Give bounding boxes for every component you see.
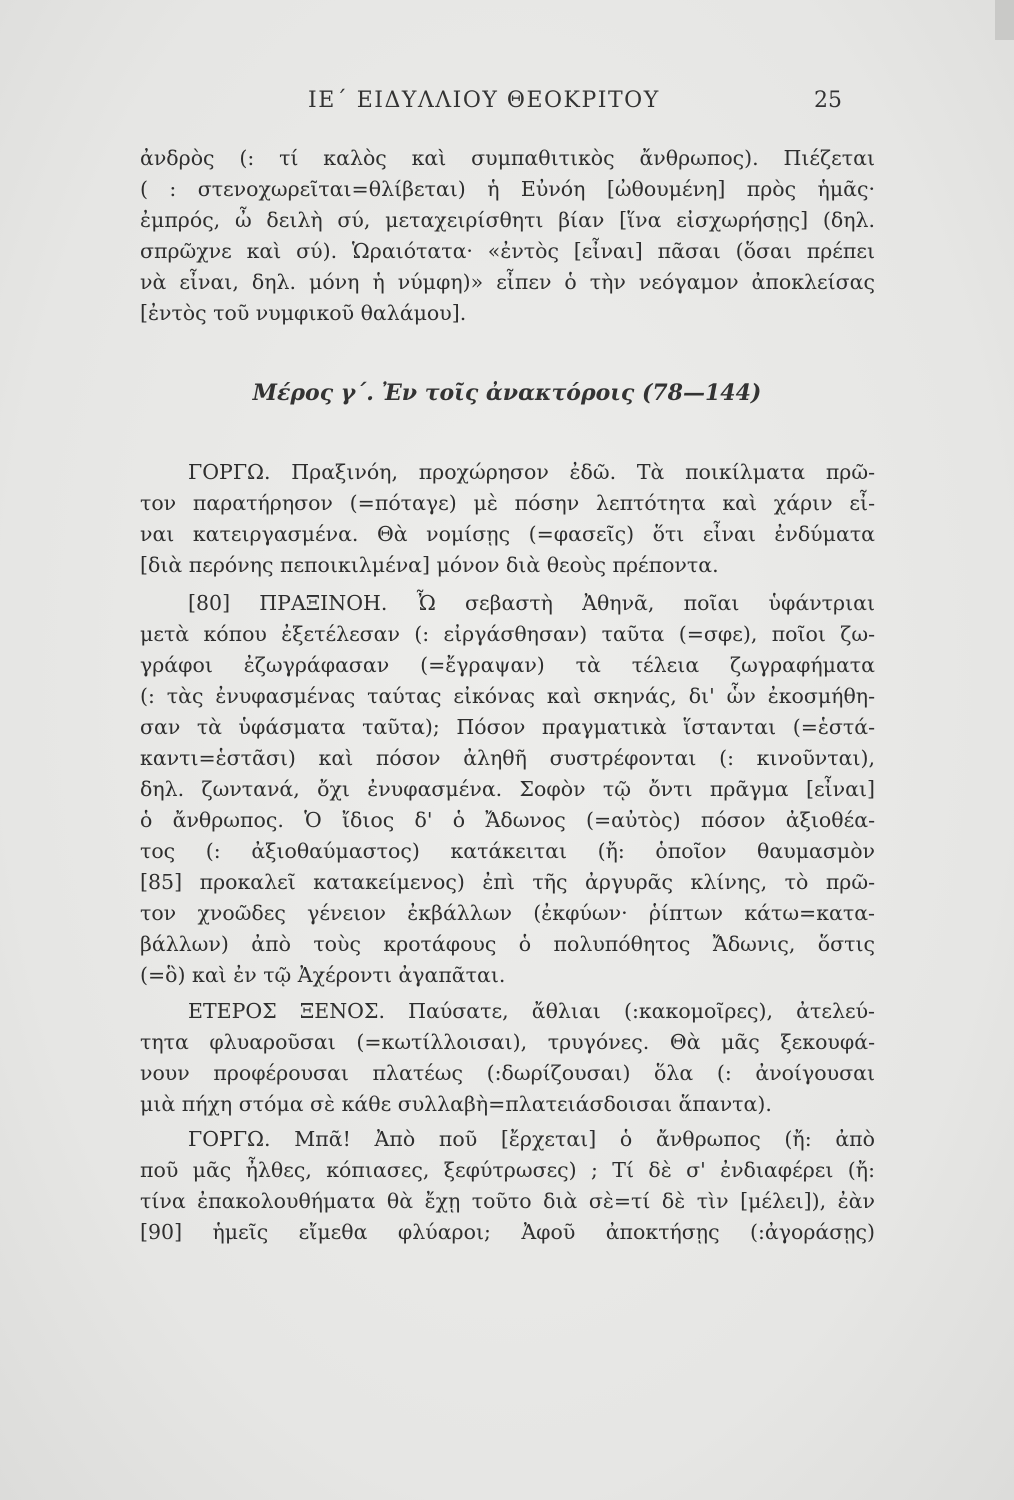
text-line: μετὰ κόπου ἐξετέλεσαν (: εἰργάσθησαν) ταῦτα (=σφε), ποῖοι ζω- bbox=[140, 622, 875, 646]
text-line: ΕΤΕΡΟΣ ΞΕΝΟΣ. Παύσατε, ἄθλιαι (:κακομοῖρες), ἀτελεύ- bbox=[188, 999, 875, 1023]
text-line: τος (: ἀξιοθαύμαστος) κατάκειται (ἤ: ὁποῖον θαυμασμὸν bbox=[140, 839, 875, 863]
page-number: 25 bbox=[814, 88, 842, 113]
text-line: σπρῶχνε καὶ σύ). Ὡραιότατα· «ἐντὸς [εἶναι] πᾶσαι (ὅσαι πρέπει bbox=[140, 239, 875, 263]
text-line: τον παρατήρησον (=πόταγε) μὲ πόσην λεπτότητα καὶ χάριν εἶ- bbox=[140, 491, 875, 515]
text-line: νὰ εἶναι, δηλ. μόνη ἡ νύμφη)» εἶπεν ὁ τὴν νεόγαμον ἀποκλείσας bbox=[140, 270, 875, 294]
text-line: ἀνδρὸς (: τί καλὸς καὶ συμπαθιτικὸς ἄνθρωπος). Πιέζεται bbox=[140, 146, 875, 170]
text-line: τητα φλυαροῦσαι (=κωτίλλοισαι), τρυγόνες. Θὰ μᾶς ξεκουφά- bbox=[140, 1030, 875, 1054]
text-line: [ἐντὸς τοῦ νυμφικοῦ θαλάμου]. bbox=[140, 301, 467, 325]
text-line: (=ὃ) καὶ ἐν τῷ Ἀχέροντι ἀγαπᾶται. bbox=[140, 963, 506, 987]
text-line: [80] ΠΡΑΞΙΝΟΗ. Ὦ σεβαστὴ Ἀθηνᾶ, ποῖαι ὑφάντριαι bbox=[188, 591, 875, 615]
text-line: βάλλων) ἀπὸ τοὺς κροτάφους ὁ πολυπόθητος Ἄδωνις, ὅστις bbox=[140, 932, 875, 956]
text-line: καντι=ἑστᾶσι) καὶ πόσον ἀληθῆ συστρέφονται (: κινοῦνται), bbox=[140, 746, 875, 770]
text-line: ποῦ μᾶς ἦλθες, κόπιασες, ξεφύτρωσες) ; Τί δὲ σ' ἐνδιαφέρει (ἤ: bbox=[140, 1158, 875, 1182]
text-line: μιὰ πήχη στόμα σὲ κάθε συλλαβὴ=πλατειάσδοισαι ἅπαντα). bbox=[140, 1092, 772, 1116]
text-line: [85] προκαλεῖ κατακείμενος) ἐπὶ τῆς ἀργυρᾶς κλίνης, τὸ πρῶ- bbox=[140, 870, 875, 894]
text-line: δηλ. ζωντανά, ὄχι ἐνυφασμένα. Σοφὸν τῷ ὄντι πρᾶγμα [εἶναι] bbox=[140, 777, 875, 801]
text-line: (: τὰς ἐνυφασμένας ταύτας εἰκόνας καὶ σκηνάς, δι' ὧν ἐκοσμήθη- bbox=[140, 684, 875, 708]
text-line: τίνα ἐπακολουθήματα θὰ ἔχῃ τοῦτο διὰ σὲ=τί δὲ τὶν [μέλει]), ἐὰν bbox=[140, 1189, 875, 1213]
text-line: ( : στενοχωρεῖται=θλίβεται) ἡ Εὐνόη [ὠθουμένη] πρὸς ἡμᾶς· bbox=[140, 177, 875, 201]
text-line: ναι κατειργασμένα. Θὰ νομίσῃς (=φασεῖς) ὅτι εἶναι ἐνδύματα bbox=[140, 522, 875, 546]
text-line: [90] ἡμεῖς εἴμεθα φλύαροι; Ἀφοῦ ἀποκτήσῃς (:ἀγοράσῃς) bbox=[140, 1220, 875, 1244]
page-header bbox=[0, 88, 1014, 118]
text-line: γράφοι ἐζωγράφασαν (=ἔγραψαν) τὰ τέλεια ζωγραφήματα bbox=[140, 653, 875, 677]
text-line: ἐμπρός, ὦ δειλὴ σύ, μεταχειρίσθητι βίαν [ἵνα εἰσχωρήσῃς] (δηλ. bbox=[140, 208, 875, 232]
text-line: ΓΟΡΓΩ. Μπᾶ! Ἀπὸ ποῦ [ἔρχεται] ὁ ἄνθρωπος (ἤ: ἀπὸ bbox=[188, 1127, 875, 1151]
running-head: ΙΕ΄ ΕΙΔΥΛΛΙΟΥ ΘΕΟΚΡΙΤΟΥ bbox=[308, 88, 660, 113]
section-title: Μέρος γ΄. Ἐν τοῖς ἀνακτόροις (78—144) bbox=[252, 380, 762, 406]
text-line: [διὰ περόνης πεποικιλμένα] μόνον διὰ θεοὺς πρέποντα. bbox=[140, 553, 719, 577]
text-line: τον χνοῶδες γένειον ἐκβάλλων (ἐκφύων· ῥίπτων κάτω=κατα- bbox=[140, 901, 875, 925]
text-line: ὁ ἄνθρωπος. Ὁ ἴδιος δ' ὁ Ἄδωνος (=αὐτὸς) πόσον ἀξιοθέα- bbox=[140, 808, 875, 832]
text-line: νουν προφέρουσαι πλατέως (:δωρίζουσαι) ὅλα (: ἀνοίγουσαι bbox=[140, 1061, 875, 1085]
text-line: σαν τὰ ὑφάσματα ταῦτα); Πόσον πραγματικὰ ἵστανται (=ἑστά- bbox=[140, 715, 875, 739]
text-line: ΓΟΡΓΩ. Πραξινόη, προχώρησον ἐδῶ. Τὰ ποικίλματα πρῶ- bbox=[188, 460, 875, 484]
page-edge-shadow bbox=[995, 0, 1014, 40]
